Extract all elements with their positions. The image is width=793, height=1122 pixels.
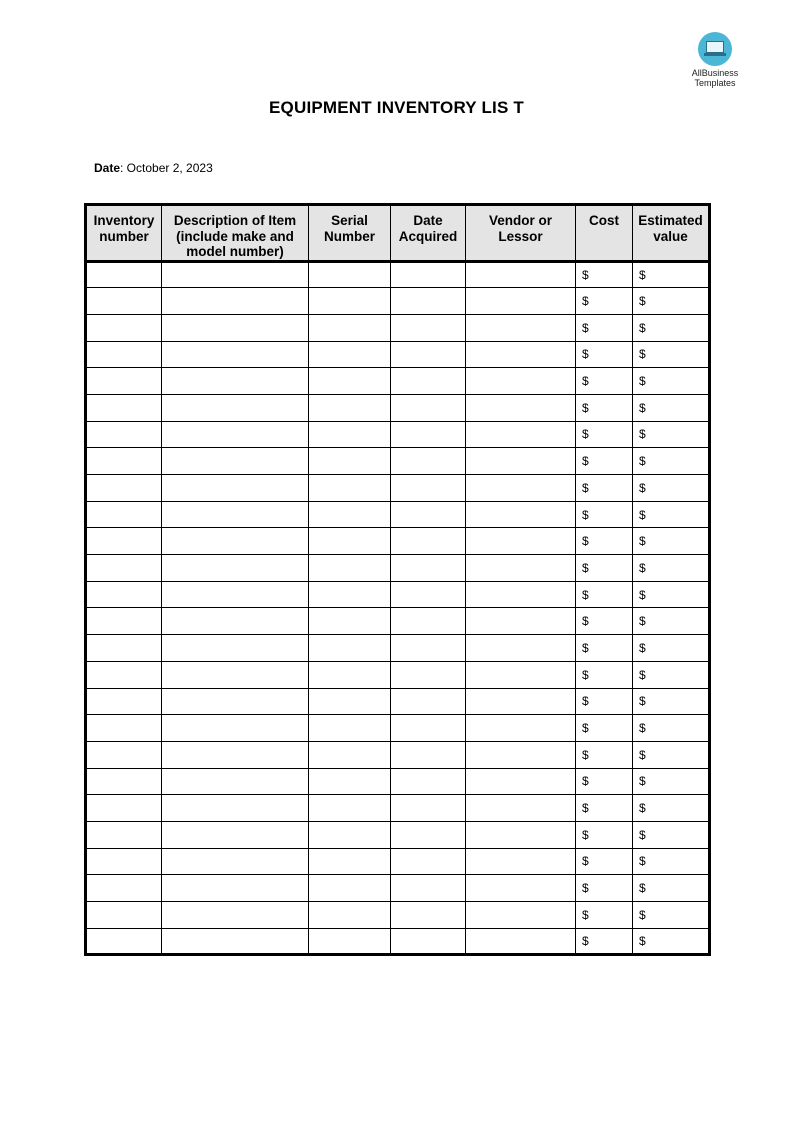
cost-cell[interactable]: $ <box>576 715 633 742</box>
vendor-cell[interactable] <box>466 475 576 502</box>
description-cell[interactable] <box>162 394 309 421</box>
serial-number-cell[interactable] <box>309 261 391 288</box>
cost-cell[interactable]: $ <box>576 902 633 929</box>
estimated-value-cell[interactable]: $ <box>633 288 710 315</box>
vendor-cell[interactable] <box>466 608 576 635</box>
serial-number-cell[interactable] <box>309 635 391 662</box>
serial-number-cell[interactable] <box>309 795 391 822</box>
date-acquired-cell[interactable] <box>391 661 466 688</box>
estimated-value-cell[interactable]: $ <box>633 394 710 421</box>
inventory-number-cell[interactable] <box>86 661 162 688</box>
estimated-value-cell[interactable]: $ <box>633 581 710 608</box>
date-acquired-cell[interactable] <box>391 421 466 448</box>
estimated-value-cell[interactable]: $ <box>633 501 710 528</box>
vendor-cell[interactable] <box>466 902 576 929</box>
table-row <box>86 475 710 502</box>
inventory-number-cell[interactable] <box>86 288 162 315</box>
inventory-table <box>84 203 711 956</box>
date-acquired-cell[interactable] <box>391 555 466 582</box>
table-row <box>86 848 710 875</box>
estimated-value-cell[interactable]: $ <box>633 421 710 448</box>
inventory-number-cell[interactable] <box>86 475 162 502</box>
serial-number-cell[interactable] <box>309 394 391 421</box>
description-cell[interactable] <box>162 528 309 555</box>
estimated-value-cell[interactable]: $ <box>633 661 710 688</box>
table-row <box>86 928 710 955</box>
cost-cell[interactable]: $ <box>576 394 633 421</box>
vendor-cell[interactable] <box>466 635 576 662</box>
serial-number-cell[interactable] <box>309 421 391 448</box>
table-row <box>86 581 710 608</box>
cost-cell[interactable]: $ <box>576 368 633 395</box>
serial-number-cell[interactable] <box>309 902 391 929</box>
date-acquired-cell[interactable] <box>391 475 466 502</box>
table-row <box>86 875 710 902</box>
header-cost: Cost <box>576 205 633 262</box>
estimated-value-cell[interactable]: $ <box>633 528 710 555</box>
estimated-value-cell[interactable]: $ <box>633 902 710 929</box>
table-row <box>86 528 710 555</box>
estimated-value-cell[interactable]: $ <box>633 448 710 475</box>
table-row <box>86 902 710 929</box>
vendor-cell[interactable] <box>466 928 576 955</box>
date-acquired-cell[interactable] <box>391 288 466 315</box>
description-cell[interactable] <box>162 875 309 902</box>
serial-number-cell[interactable] <box>309 875 391 902</box>
description-cell[interactable] <box>162 314 309 341</box>
serial-number-cell[interactable] <box>309 821 391 848</box>
inventory-number-cell[interactable] <box>86 528 162 555</box>
date-value: : October 2, 2023 <box>120 161 213 175</box>
estimated-value-cell[interactable]: $ <box>633 314 710 341</box>
serial-number-cell[interactable] <box>309 555 391 582</box>
inventory-number-cell[interactable] <box>86 635 162 662</box>
serial-number-cell[interactable] <box>309 928 391 955</box>
table-body <box>86 261 710 955</box>
header-estimated-value: Estimated value <box>633 205 710 262</box>
serial-number-cell[interactable] <box>309 448 391 475</box>
serial-number-cell[interactable] <box>309 368 391 395</box>
header-date-acquired: Date Acquired <box>391 205 466 262</box>
cost-cell[interactable]: $ <box>576 741 633 768</box>
inventory-number-cell[interactable] <box>86 501 162 528</box>
description-cell[interactable] <box>162 768 309 795</box>
cost-cell[interactable]: $ <box>576 314 633 341</box>
serial-number-cell[interactable] <box>309 528 391 555</box>
vendor-cell[interactable] <box>466 421 576 448</box>
cost-cell[interactable]: $ <box>576 555 633 582</box>
inventory-number-cell[interactable] <box>86 821 162 848</box>
date-acquired-cell[interactable] <box>391 741 466 768</box>
vendor-cell[interactable] <box>466 261 576 288</box>
inventory-number-cell[interactable] <box>86 928 162 955</box>
inventory-number-cell[interactable] <box>86 688 162 715</box>
description-cell[interactable] <box>162 475 309 502</box>
table-row <box>86 368 710 395</box>
cost-cell[interactable]: $ <box>576 821 633 848</box>
description-cell[interactable] <box>162 368 309 395</box>
serial-number-cell[interactable] <box>309 768 391 795</box>
cost-cell[interactable]: $ <box>576 848 633 875</box>
logo-line-2: Templates <box>694 78 736 88</box>
cost-cell[interactable]: $ <box>576 875 633 902</box>
table-row <box>86 341 710 368</box>
estimated-value-cell[interactable]: $ <box>633 341 710 368</box>
cost-cell[interactable]: $ <box>576 928 633 955</box>
date-acquired-cell[interactable] <box>391 314 466 341</box>
table-row <box>86 688 710 715</box>
table-row <box>86 314 710 341</box>
serial-number-cell[interactable] <box>309 661 391 688</box>
table-row <box>86 635 710 662</box>
cost-cell[interactable]: $ <box>576 448 633 475</box>
table-header-row <box>86 205 710 262</box>
vendor-cell[interactable] <box>466 501 576 528</box>
estimated-value-cell[interactable]: $ <box>633 368 710 395</box>
inventory-number-cell[interactable] <box>86 768 162 795</box>
cost-cell[interactable]: $ <box>576 528 633 555</box>
vendor-cell[interactable] <box>466 795 576 822</box>
vendor-cell[interactable] <box>466 314 576 341</box>
date-acquired-cell[interactable] <box>391 768 466 795</box>
estimated-value-cell[interactable]: $ <box>633 848 710 875</box>
inventory-number-cell[interactable] <box>86 795 162 822</box>
serial-number-cell[interactable] <box>309 715 391 742</box>
cost-cell[interactable]: $ <box>576 421 633 448</box>
serial-number-cell[interactable] <box>309 288 391 315</box>
serial-number-cell[interactable] <box>309 314 391 341</box>
cost-cell[interactable]: $ <box>576 288 633 315</box>
vendor-cell[interactable] <box>466 875 576 902</box>
document-title: EQUIPMENT INVENTORY LIS T <box>269 98 524 117</box>
date-acquired-cell[interactable] <box>391 501 466 528</box>
vendor-cell[interactable] <box>466 715 576 742</box>
logo-line-1: AllBusiness <box>691 68 739 78</box>
inventory-number-cell[interactable] <box>86 341 162 368</box>
estimated-value-cell[interactable]: $ <box>633 928 710 955</box>
date-acquired-cell[interactable] <box>391 581 466 608</box>
serial-number-cell[interactable] <box>309 341 391 368</box>
estimated-value-cell[interactable]: $ <box>633 555 710 582</box>
description-cell[interactable] <box>162 661 309 688</box>
inventory-number-cell[interactable] <box>86 261 162 288</box>
date-acquired-cell[interactable] <box>391 688 466 715</box>
serial-number-cell[interactable] <box>309 581 391 608</box>
description-cell[interactable] <box>162 928 309 955</box>
cost-cell[interactable]: $ <box>576 475 633 502</box>
inventory-number-cell[interactable] <box>86 741 162 768</box>
estimated-value-cell[interactable]: $ <box>633 741 710 768</box>
logo-text <box>686 68 744 88</box>
inventory-number-cell[interactable] <box>86 368 162 395</box>
inventory-number-cell[interactable] <box>86 448 162 475</box>
estimated-value-cell[interactable]: $ <box>633 795 710 822</box>
cost-cell[interactable]: $ <box>576 688 633 715</box>
estimated-value-cell[interactable]: $ <box>633 768 710 795</box>
date-acquired-cell[interactable] <box>391 528 466 555</box>
vendor-cell[interactable] <box>466 768 576 795</box>
table-row <box>86 261 710 288</box>
vendor-cell[interactable] <box>466 368 576 395</box>
table-row <box>86 821 710 848</box>
date-acquired-cell[interactable] <box>391 341 466 368</box>
serial-number-cell[interactable] <box>309 501 391 528</box>
description-cell[interactable] <box>162 688 309 715</box>
vendor-cell[interactable] <box>466 288 576 315</box>
table-row <box>86 795 710 822</box>
date-acquired-cell[interactable] <box>391 928 466 955</box>
description-cell[interactable] <box>162 341 309 368</box>
vendor-cell[interactable] <box>466 848 576 875</box>
cost-cell[interactable]: $ <box>576 768 633 795</box>
laptop-icon <box>698 32 732 66</box>
vendor-cell[interactable] <box>466 581 576 608</box>
description-cell[interactable] <box>162 421 309 448</box>
inventory-number-cell[interactable] <box>86 394 162 421</box>
date-acquired-cell[interactable] <box>391 795 466 822</box>
description-cell[interactable] <box>162 581 309 608</box>
description-cell[interactable] <box>162 635 309 662</box>
description-cell[interactable] <box>162 501 309 528</box>
inventory-number-cell[interactable] <box>86 314 162 341</box>
date-acquired-cell[interactable] <box>391 394 466 421</box>
cost-cell[interactable]: $ <box>576 635 633 662</box>
inventory-number-cell[interactable] <box>86 848 162 875</box>
table-row <box>86 661 710 688</box>
date-acquired-cell[interactable] <box>391 848 466 875</box>
description-cell[interactable] <box>162 448 309 475</box>
description-cell[interactable] <box>162 715 309 742</box>
inventory-number-cell[interactable] <box>86 581 162 608</box>
cost-cell[interactable]: $ <box>576 661 633 688</box>
date-acquired-cell[interactable] <box>391 368 466 395</box>
inventory-number-cell[interactable] <box>86 875 162 902</box>
table-row <box>86 394 710 421</box>
table-row <box>86 768 710 795</box>
description-cell[interactable] <box>162 902 309 929</box>
table-row <box>86 448 710 475</box>
date-label: Date <box>94 161 121 175</box>
date-acquired-cell[interactable] <box>391 902 466 929</box>
cost-cell[interactable]: $ <box>576 261 633 288</box>
vendor-cell[interactable] <box>466 341 576 368</box>
header-serial-number: Serial Number <box>309 205 391 262</box>
estimated-value-cell[interactable]: $ <box>633 688 710 715</box>
description-cell[interactable] <box>162 261 309 288</box>
serial-number-cell[interactable] <box>309 475 391 502</box>
date-line <box>94 161 213 175</box>
date-acquired-cell[interactable] <box>391 261 466 288</box>
header-inventory-number: Inventory number <box>86 205 162 262</box>
inventory-number-cell[interactable] <box>86 902 162 929</box>
vendor-cell[interactable] <box>466 394 576 421</box>
date-acquired-cell[interactable] <box>391 608 466 635</box>
inventory-number-cell[interactable] <box>86 608 162 635</box>
vendor-cell[interactable] <box>466 448 576 475</box>
serial-number-cell[interactable] <box>309 608 391 635</box>
description-cell[interactable] <box>162 555 309 582</box>
inventory-number-cell[interactable] <box>86 715 162 742</box>
date-acquired-cell[interactable] <box>391 875 466 902</box>
cost-cell[interactable]: $ <box>576 581 633 608</box>
cost-cell[interactable]: $ <box>576 795 633 822</box>
vendor-cell[interactable] <box>466 555 576 582</box>
serial-number-cell[interactable] <box>309 688 391 715</box>
table-row <box>86 501 710 528</box>
table-row <box>86 288 710 315</box>
estimated-value-cell[interactable]: $ <box>633 875 710 902</box>
vendor-cell[interactable] <box>466 528 576 555</box>
date-acquired-cell[interactable] <box>391 715 466 742</box>
table-row <box>86 555 710 582</box>
cost-cell[interactable]: $ <box>576 501 633 528</box>
serial-number-cell[interactable] <box>309 848 391 875</box>
description-cell[interactable] <box>162 795 309 822</box>
header-description: Description of Item (include make and model number) <box>162 205 309 262</box>
estimated-value-cell[interactable]: $ <box>633 608 710 635</box>
cost-cell[interactable]: $ <box>576 608 633 635</box>
date-acquired-cell[interactable] <box>391 635 466 662</box>
vendor-cell[interactable] <box>466 661 576 688</box>
description-cell[interactable] <box>162 608 309 635</box>
vendor-cell[interactable] <box>466 741 576 768</box>
vendor-cell[interactable] <box>466 688 576 715</box>
estimated-value-cell[interactable]: $ <box>633 475 710 502</box>
description-cell[interactable] <box>162 848 309 875</box>
description-cell[interactable] <box>162 821 309 848</box>
estimated-value-cell[interactable]: $ <box>633 715 710 742</box>
description-cell[interactable] <box>162 741 309 768</box>
vendor-cell[interactable] <box>466 821 576 848</box>
date-acquired-cell[interactable] <box>391 448 466 475</box>
inventory-number-cell[interactable] <box>86 555 162 582</box>
table-row <box>86 715 710 742</box>
header-vendor-or-lessor: Vendor or Lessor <box>466 205 576 262</box>
table-row <box>86 421 710 448</box>
inventory-number-cell[interactable] <box>86 421 162 448</box>
allbusiness-templates-logo <box>686 32 744 88</box>
estimated-value-cell[interactable]: $ <box>633 821 710 848</box>
table-row <box>86 608 710 635</box>
date-acquired-cell[interactable] <box>391 821 466 848</box>
estimated-value-cell[interactable]: $ <box>633 635 710 662</box>
description-cell[interactable] <box>162 288 309 315</box>
serial-number-cell[interactable] <box>309 741 391 768</box>
estimated-value-cell[interactable]: $ <box>633 261 710 288</box>
cost-cell[interactable]: $ <box>576 341 633 368</box>
table-row <box>86 741 710 768</box>
